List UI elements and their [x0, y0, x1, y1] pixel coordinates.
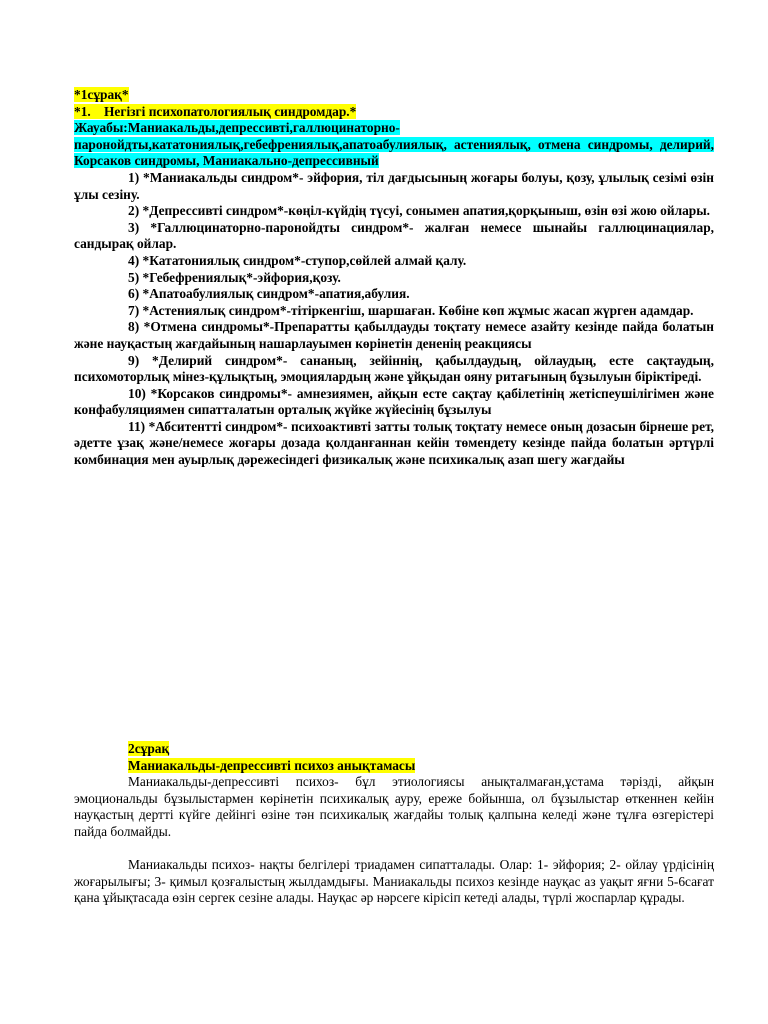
list-item: 3) *Галлюцинаторно-паронойдты синдром*- жалған немесе шынайы галлюцинациялар, сандырақ ойлар.	[74, 219, 714, 252]
paragraph: Маниакальды психоз- нақты белгілері триадамен сипатталады. Олар: 1- эйфория; 2- ойлау үрдісінің жоғарылығы; 3- қимыл қозғалыстың жылдамдығы. Маниакальды психоз кезінде науқас аз уақыт яғни 5-6сағат қана ұйықтасада өзін сергек сезіне алады. Науқас әр нәрсеге кірісіп кетеді алады, түрлі жоспарлар құрады.	[74, 857, 714, 906]
question-1-label: *1сұрақ*	[74, 87, 129, 102]
question-2-label: 2сұрақ	[128, 741, 170, 756]
question-1-section	[74, 87, 714, 469]
list-item: 2) *Депрессивті синдром*-көңіл-күйдің түсуі, сонымен апатия,қорқыныш, өзін өзі жою ойлары.	[128, 203, 711, 219]
list-item: 7) *Астениялық синдром*-тітіркенгіш, шаршаған. Көбіне көп жұмыс жасап жүрген адамдар.	[128, 302, 694, 318]
question-1-number: *1.	[74, 103, 91, 119]
list-item: 8) *Отмена синдромы*-Препаратты қабылдауды тоқтату немесе азайту кезінде пайда болатын және науқастың жағдайының нашарлауымен көрінетін дененің реакциясы	[74, 319, 714, 351]
list-item: 9) *Делирий синдром*- сананың, зейіннің, қабылдаудың, ойлаудың, есте сақтаудың, психомоторлық мінез-құлықтың, эмоциялардың және ұйқыдан ояну ритағының бұзылуын біріктіреді.	[74, 352, 714, 385]
question-2-title: Маниакальды-депрессивті психоз анықтамасы	[128, 757, 416, 773]
list-item: 11) *Абситентті синдром*- психоактивті затты толық тоқтату немесе оның дозасын бірнеше рет, әдетте ұзақ және/немесе жоғары дозада қолданғаннан кейін төмендету кезінде пайда болатын әртүрлі комбинация мен ауырлық дәрежесіндегі физикалық және психикалық азап шегу жағдайы	[74, 418, 714, 468]
list-item: 1) *Маниакальды синдром*- эйфория, тіл дағдысының жоғары болуы, қозу, ұлылық сезімі өзін ұлы сезіну.	[74, 169, 714, 202]
question-2-section	[74, 741, 714, 907]
list-item: 5) *Гебефрениялық*-эйфория,қозу.	[128, 269, 341, 285]
paragraph: Маниакальды-депрессивті психоз- бұл этиологиясы анықталмаған,ұстама тәрізді, айқын эмоциональды бұзылыстармен көрінетін психикалық ауру, ереже бойынша, ол бұзылыстар өткеннен кейін науқастың дертті күйге дейінгі өзіне тән психикалық жағдайы толық қалпына келеді және тұлға өзгерістері пайда болмайды.	[74, 774, 714, 839]
list-item: 10) *Корсаков синдромы*- амнезиямен, айқын есте сақтау қабілетінің жетіспеушілігімен және конфабуляциямен сипатталатын орталық жүйке жүйесінің бұзылуы	[74, 385, 714, 418]
list-item: 4) *Кататониялық синдром*-ступор,сөйлей алмай қалу.	[128, 252, 467, 268]
list-item: 6) *Апатоабулиялық синдром*-апатия,абулия.	[128, 286, 410, 302]
question-1-title: Негізгі психопатологиялық синдромдар.*	[104, 103, 357, 119]
question-1-answer: Жауабы:Маниакальды,депрессивті,галлюцинаторно-паронойдты,кататониялық,гебефрениялық,апатоабулиялық, астениялық, отмена синдромы, делирий, Корсаков синдромы, Маниакально-депрессивный	[74, 120, 714, 169]
